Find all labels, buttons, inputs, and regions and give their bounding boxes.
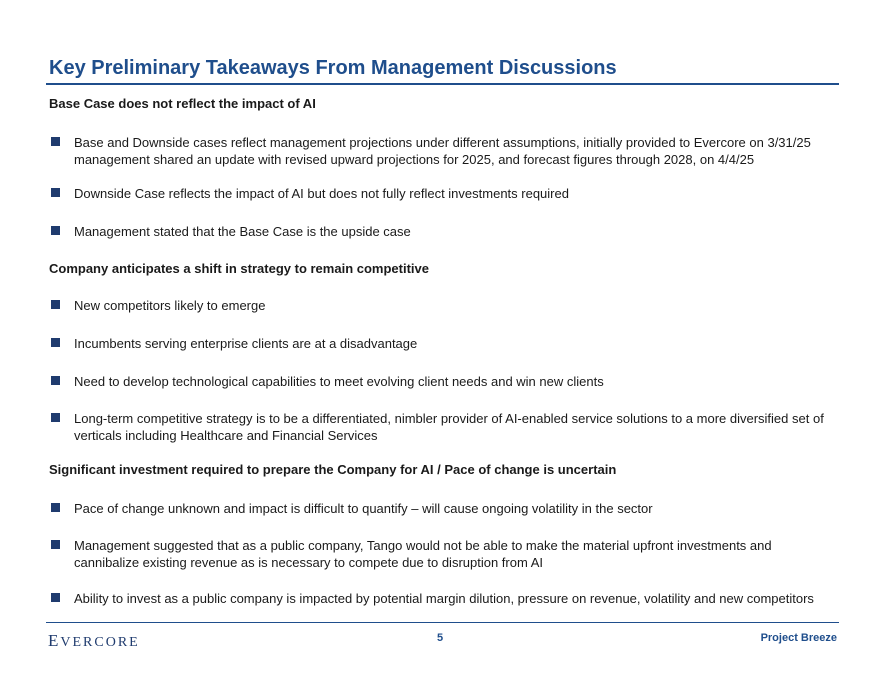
square-bullet-icon: [51, 540, 60, 549]
list-item: [49, 185, 839, 202]
square-bullet-icon: [51, 593, 60, 602]
square-bullet-icon: [51, 413, 60, 422]
list-item: [49, 223, 839, 240]
list-item: [49, 297, 839, 314]
logo-initial: E: [48, 631, 61, 650]
bullet-text: Incumbents serving enterprise clients are at a disadvantage: [74, 336, 418, 351]
list-item: [49, 590, 839, 607]
list-item: [49, 373, 839, 390]
bullet-text: Need to develop technological capabilities to meet evolving client needs and win new clients: [74, 374, 604, 389]
evercore-logo: [48, 631, 140, 651]
logo-rest: VERCORE: [60, 635, 140, 650]
section-heading: Significant investment required to prepare the Company for AI / Pace of change is uncertain: [49, 462, 617, 477]
square-bullet-icon: [51, 300, 60, 309]
bullet-text: Long-term competitive strategy is to be a differentiated, nimbler provider of AI-enabled service solutions to a more diversified set of verticals including Healthcare and Financial Services: [74, 411, 824, 443]
bullet-text: New competitors likely to emerge: [74, 298, 266, 313]
bullet-text: Base and Downside cases reflect management projections under different assumptions, initially provided to Evercore on 3/31/25 management shared an update with revised upward projections for 2025, and forecast figures through 2028, on 4/4/25: [74, 135, 811, 167]
page-number: 5: [436, 632, 444, 644]
list-item: [49, 410, 839, 444]
bullet-text: Management suggested that as a public company, Tango would not be able to make the material upfront investments and cannibalize existing revenue as is necessary to compete due to disruption from AI: [74, 538, 772, 570]
square-bullet-icon: [51, 188, 60, 197]
square-bullet-icon: [51, 503, 60, 512]
bullet-text: Pace of change unknown and impact is difficult to quantify – will cause ongoing volatility in the sector: [74, 501, 653, 516]
square-bullet-icon: [51, 338, 60, 347]
section-heading: Company anticipates a shift in strategy to remain competitive: [49, 261, 429, 276]
project-name: Project Breeze: [760, 632, 837, 644]
bullet-text: Ability to invest as a public company is impacted by potential margin dilution, pressure on revenue, volatility and new competitors: [74, 591, 814, 606]
title-divider: [46, 83, 839, 85]
list-item: [49, 134, 839, 168]
list-item: [49, 537, 839, 571]
square-bullet-icon: [51, 137, 60, 146]
bullet-text: Downside Case reflects the impact of AI but does not fully reflect investments required: [74, 186, 569, 201]
square-bullet-icon: [51, 376, 60, 385]
section-heading: Base Case does not reflect the impact of AI: [49, 96, 316, 111]
footer-divider: [46, 622, 839, 623]
bullet-text: Management stated that the Base Case is the upside case: [74, 224, 411, 239]
square-bullet-icon: [51, 226, 60, 235]
page-title: Key Preliminary Takeaways From Management Discussions: [49, 57, 617, 79]
list-item: [49, 335, 839, 352]
list-item: [49, 500, 839, 517]
